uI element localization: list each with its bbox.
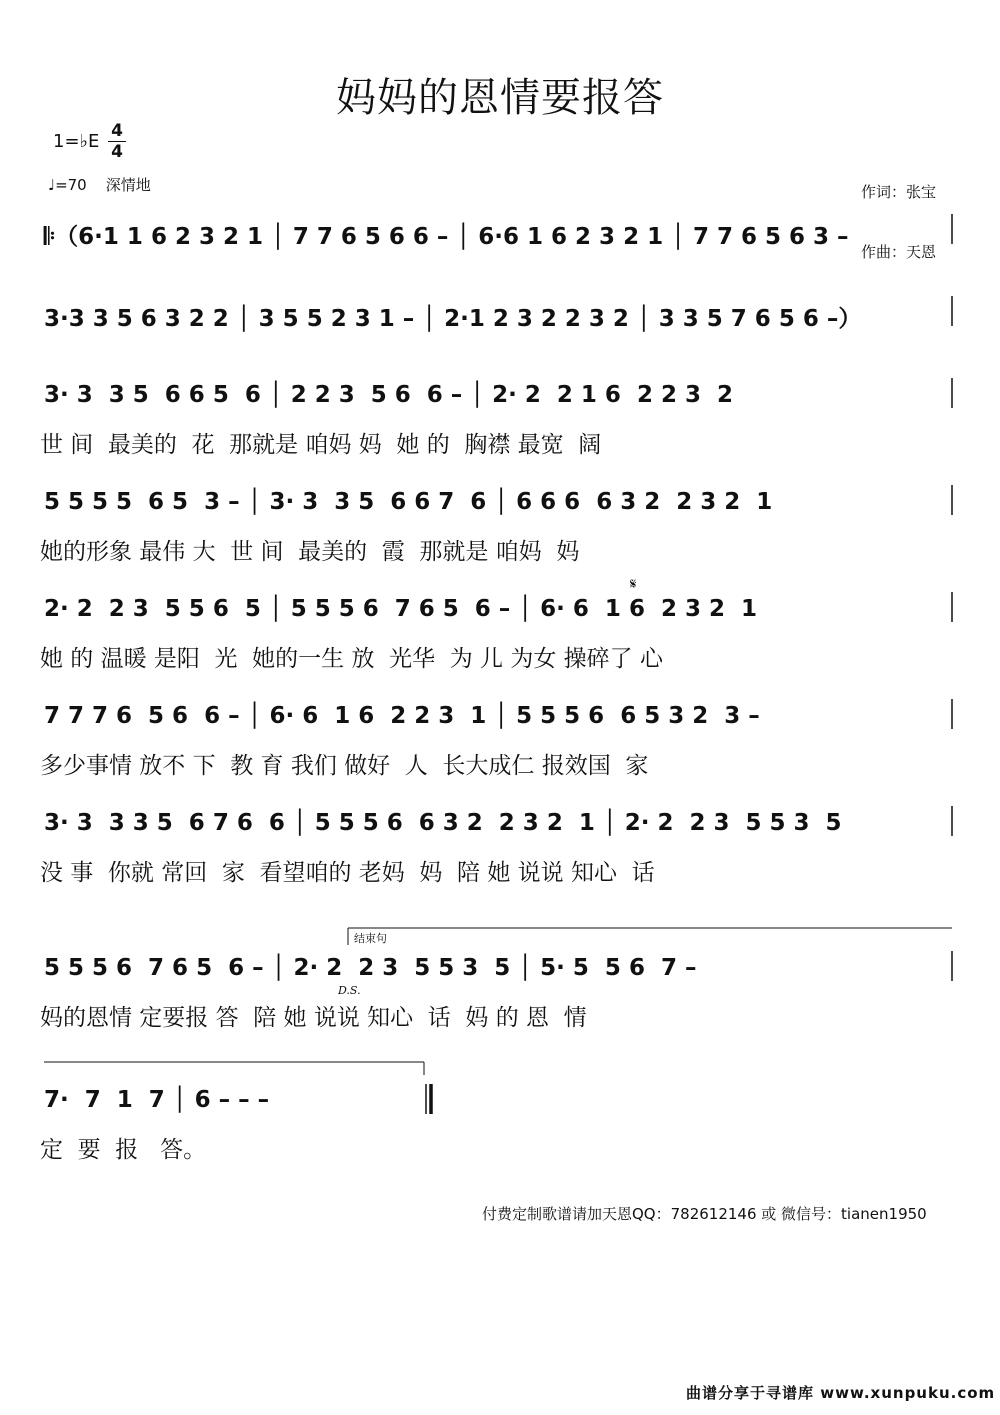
notes-line-7: 3· 3 3 3 5 6 7 6 6 │ 5 5 5 6 6 3 2 2 3 2 1 │ 2· 2 2 3 5 5 3 5 (44, 810, 842, 836)
notes-line-6: 7 7 7 6 5 6 6 – │ 6· 6 1 6 2 2 3 1 │ 5 5 5 6 6 5 3 2 3 – (44, 703, 760, 729)
lyrics-line-7: 没 事 你就 常回 家 看望咱的 老妈 妈 陪 她 说说 知心 话 (40, 860, 655, 886)
notes-line-2: 3·3 3 5 6 3 2 2 │ 3 5 5 2 3 1 – │ 2·1 2 3 2 2 3 2 │ 3 3 5 7 6 5 6 –） (44, 306, 862, 332)
key-signature: 1=♭E (53, 131, 100, 152)
site-watermark: 曲谱分享于寻谱库 www.xunpuku.com (686, 1384, 996, 1402)
lyrics-line-8: 妈的恩情 定要报 答 陪 她 说说 知心 话 妈 的 恩 情 (40, 1005, 587, 1031)
footer-contact: 付费定制歌谱请加天恩QQ：782612146 或 微信号：tianen1950 (482, 1205, 927, 1223)
notes-line-9: 7· 7 1 7 │ 6 – – – (44, 1087, 270, 1113)
notes-line-3: 3· 3 3 5 6 6 5 6 │ 2 2 3 5 6 6 – │ 2· 2 2 1 6 2 2 3 2 (44, 382, 733, 408)
tempo-marking: ♩=70 深情地 (48, 176, 151, 194)
ds-mark: D.S. (338, 984, 361, 997)
composer: 作曲：天恩 (861, 243, 937, 261)
lyrics-line-5: 她 的 温暖 是阳 光 她的一生 放 光华 为 儿 为女 操碎了 心 (40, 646, 663, 672)
page-title: 妈妈的恩情要报答 (336, 75, 664, 121)
lyrics-line-3: 世 间 最美的 花 那就是 咱妈 妈 她 的 胸襟 最宽 阔 (40, 432, 602, 458)
lyrics-line-4: 她的形象 最伟 大 世 间 最美的 霞 那就是 咱妈 妈 (40, 539, 580, 565)
time-signature-top: 4 (111, 121, 123, 141)
notes-line-1: 𝄆（6·1 1 6 2 3 2 1 │ 7 7 6 5 6 6 – │ 6·6 1 6 2 3 2 1 │ 7 7 6 5 6 3 – (44, 224, 849, 250)
segno-mark: 𝄋 (630, 575, 637, 593)
time-signature-bottom: 4 (111, 142, 123, 162)
lyrics-line-9: 定 要 报 答。 (40, 1137, 207, 1163)
ending-label: 结束句 (354, 932, 387, 945)
notes-line-4: 5 5 5 5 6 5 3 – │ 3· 3 3 5 6 6 7 6 │ 6 6 6 6 3 2 2 3 2 1 (44, 489, 773, 515)
lyricist: 作词：张宝 (861, 183, 937, 201)
notes-line-8: 5 5 5 6 7 6 5 6 – │ 2· 2 2 3 5 5 3 5 │ 5· 5 5 6 7 – (44, 955, 697, 981)
lyrics-line-6: 多少事情 放不 下 教 育 我们 做好 人 长大成仁 报效国 家 (40, 753, 649, 779)
notes-line-5: 2· 2 2 3 5 5 6 5 │ 5 5 5 6 7 6 5 6 – │ 6· 6 1 6 2 3 2 1 (44, 596, 757, 622)
